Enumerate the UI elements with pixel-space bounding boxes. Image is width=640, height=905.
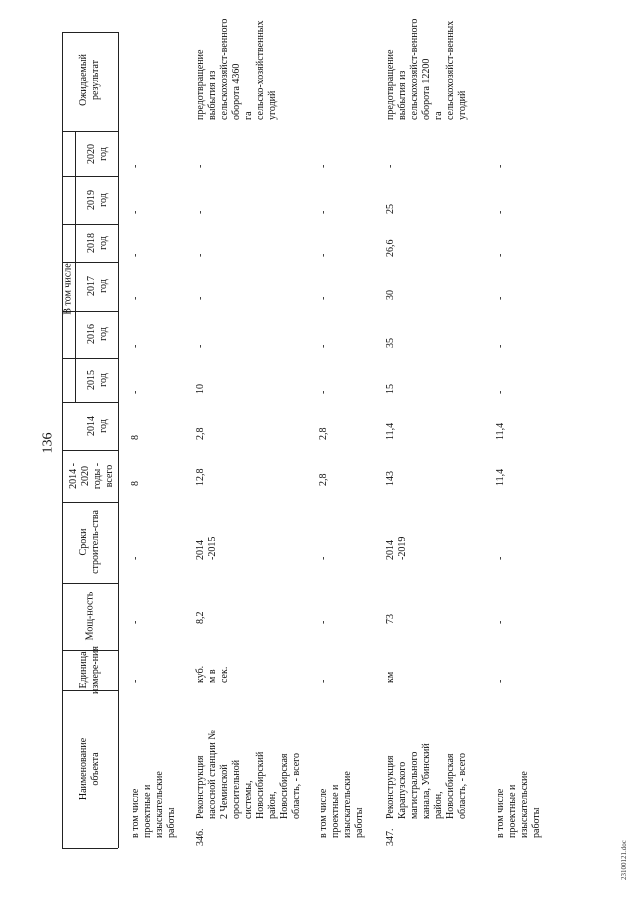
group-header-divider	[75, 131, 76, 402]
row-unit: -	[495, 679, 506, 683]
header-column-separator	[62, 402, 118, 403]
row-name: Реконструкция насосной станции № 2 Чеминской оросительной системы, Новосибирский район, Новосибирская область, - всего	[195, 730, 302, 819]
row-year-2019: -	[318, 210, 329, 214]
row-year-2017: -	[130, 296, 141, 300]
row-year-2015: -	[495, 390, 506, 394]
footer-filename: 23100121.doc	[620, 840, 628, 880]
table-top-border	[62, 32, 118, 33]
row-total: 11,4	[495, 468, 506, 486]
header-column-separator	[62, 176, 118, 177]
row-year-2017: -	[195, 296, 206, 300]
row-capacity: -	[495, 620, 506, 624]
header-total: 2014 - 2020 годы - всего	[68, 462, 116, 490]
row-year-2018: -	[318, 253, 329, 257]
header-terms: Сроки строитель-ства	[77, 510, 101, 574]
row-year-2020: -	[195, 164, 206, 168]
row-capacity: 73	[385, 614, 396, 624]
header-result: Ожидаемый результат	[77, 54, 101, 106]
table-header-left-border	[62, 32, 63, 848]
header-unit: Единица измере-ния	[78, 646, 101, 694]
row-number: 346.	[195, 828, 206, 846]
row-terms: 2014 -2019	[385, 536, 408, 560]
row-terms: -	[130, 556, 141, 560]
header-column-separator	[62, 224, 118, 225]
row-year-2014: 11,4	[385, 422, 396, 440]
row-year-2014: 2,8	[318, 427, 329, 440]
row-number: 347.	[385, 828, 396, 846]
row-unit: км	[385, 671, 396, 683]
header-year-2019: 2019 год	[86, 190, 109, 210]
row-year-2014: 11,4	[495, 422, 506, 440]
row-name: в том числе проектные и изыскательские работы	[130, 771, 177, 838]
row-year-2017: -	[318, 296, 329, 300]
table-bottom-border	[62, 848, 118, 849]
row-terms: 2014 -2015	[195, 536, 218, 560]
row-year-2015: -	[318, 390, 329, 394]
row-name: в том числе проектные и изыскательские работы	[495, 771, 542, 838]
header-year-2018: 2018 год	[86, 233, 109, 253]
row-result: предотвращение выбытия из сельскохозяйст-венного оборота 12200 га сельскохозяйст-венных угодий	[385, 18, 468, 120]
table-header-right-border	[118, 32, 119, 848]
row-year-2019: 25	[385, 204, 396, 214]
row-year-2015: 15	[385, 384, 396, 394]
header-column-separator	[62, 131, 118, 132]
row-year-2017: -	[495, 296, 506, 300]
row-total: 8	[130, 481, 141, 486]
row-year-2016: -	[195, 344, 206, 348]
row-capacity: -	[318, 620, 329, 624]
row-year-2014: 2,8	[195, 427, 206, 440]
row-year-2019: -	[195, 210, 206, 214]
row-year-2016: -	[495, 344, 506, 348]
page-number: 136	[40, 432, 55, 454]
row-year-2015: -	[130, 390, 141, 394]
row-year-2018: 26,6	[385, 239, 396, 257]
header-name: Наименование объекта	[78, 737, 102, 801]
row-capacity: 8,2	[195, 611, 206, 624]
header-capacity: Мощ-ность	[83, 591, 95, 641]
row-name: Реконструкция Карапузского магистрального канала, Убинский район, Новосибирская область, - всего	[385, 743, 468, 819]
row-total: 12,8	[195, 468, 206, 486]
row-year-2018: -	[195, 253, 206, 257]
row-terms: -	[318, 556, 329, 560]
row-name: в том числе проектные и изыскательские работы	[318, 771, 365, 838]
header-year-2015: 2015 год	[86, 370, 109, 390]
row-year-2018: -	[130, 253, 141, 257]
row-year-2016: -	[130, 344, 141, 348]
row-year-2016: 35	[385, 338, 396, 348]
header-column-separator	[62, 450, 118, 451]
row-capacity: -	[130, 620, 141, 624]
row-unit: куб. м в сек.	[195, 665, 230, 683]
row-year-2014: 8	[130, 435, 141, 440]
row-terms: -	[495, 556, 506, 560]
header-column-separator	[62, 583, 118, 584]
row-unit: -	[318, 679, 329, 683]
row-year-2019: -	[495, 210, 506, 214]
row-year-2016: -	[318, 344, 329, 348]
row-year-2015: 10	[195, 384, 206, 394]
header-year-2016: 2016 год	[86, 324, 109, 344]
row-unit: -	[130, 679, 141, 683]
header-year-2020: 2020 год	[86, 144, 109, 164]
row-total: 2,8	[318, 473, 329, 486]
row-year-2019: -	[130, 210, 141, 214]
header-column-separator	[62, 358, 118, 359]
row-year-2020: -	[130, 164, 141, 168]
row-year-2018: -	[495, 253, 506, 257]
header-column-separator	[62, 502, 118, 503]
row-year-2020: -	[318, 164, 329, 168]
header-incl: В том числе	[62, 263, 74, 315]
header-year-2014: 2014 год	[86, 416, 109, 436]
row-year-2020: -	[385, 164, 396, 168]
row-year-2017: 30	[385, 290, 396, 300]
row-total: 143	[385, 471, 396, 486]
row-result: предотвращение выбытия из сельскохозяйст-венного оборота 4360 га сельско-хозяйственных угодий	[195, 18, 278, 120]
row-year-2020: -	[495, 164, 506, 168]
header-year-2017: 2017 год	[86, 276, 109, 296]
